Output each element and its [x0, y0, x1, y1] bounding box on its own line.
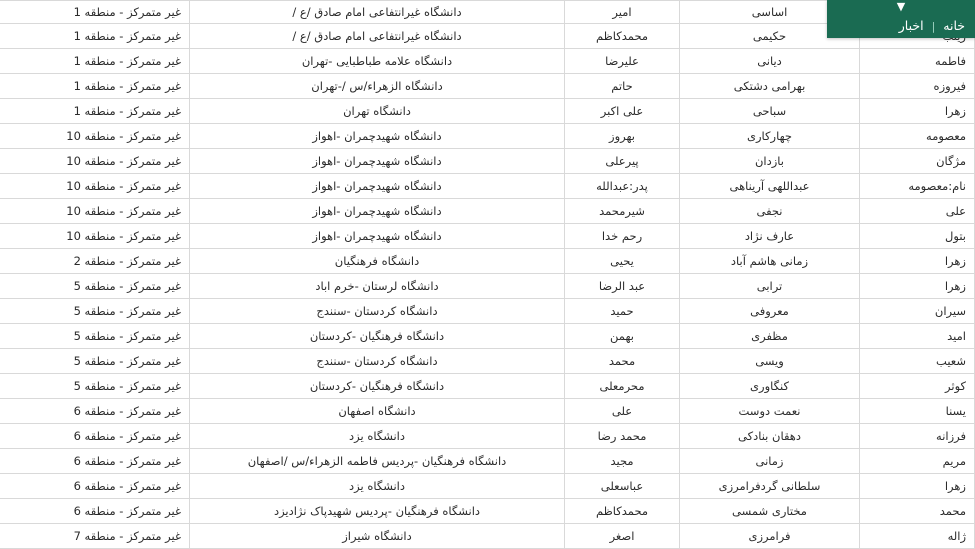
cell-name: محمد	[860, 499, 975, 524]
table-row[interactable]	[0, 524, 975, 549]
table-row[interactable]	[0, 49, 975, 74]
menu-row	[827, 14, 975, 38]
cell-family: کنگاوری	[680, 374, 860, 399]
table-row[interactable]	[0, 99, 975, 124]
cell-family: دهقان بنادکی	[680, 424, 860, 449]
cell-name: فیروزه	[860, 74, 975, 99]
cell-family: سباحی	[680, 99, 860, 124]
cell-univ: دانشگاه شیراز	[190, 524, 565, 549]
cell-family: مختاری شمسی	[680, 499, 860, 524]
cell-father: عبد الرضا	[565, 274, 680, 299]
table-row[interactable]	[0, 499, 975, 524]
cell-center: غیر متمرکز - منطقه 1	[0, 49, 190, 74]
cell-family: دیانی	[680, 49, 860, 74]
cell-father: پیرعلی	[565, 149, 680, 174]
cell-name: زهرا	[860, 249, 975, 274]
cell-father: محرمعلی	[565, 374, 680, 399]
cell-univ: دانشگاه فرهنگیان	[190, 249, 565, 274]
cell-name: فاطمه	[860, 49, 975, 74]
cell-center: غیر متمرکز - منطقه 10	[0, 224, 190, 249]
cell-father: شیرمحمد	[565, 199, 680, 224]
cell-center: غیر متمرکز - منطقه 6	[0, 449, 190, 474]
cell-name: زهرا	[860, 474, 975, 499]
cell-father: علی	[565, 399, 680, 424]
cell-father: یحیی	[565, 249, 680, 274]
cell-center: غیر متمرکز - منطقه 5	[0, 324, 190, 349]
cell-center: غیر متمرکز - منطقه 1	[0, 99, 190, 124]
cell-name: شعیب	[860, 349, 975, 374]
cell-name: امید	[860, 324, 975, 349]
cell-univ: دانشگاه فرهنگیان -پردیس شهیدپاک نژادیزد	[190, 499, 565, 524]
cell-family: عبداللهی آریناهی	[680, 174, 860, 199]
cell-name: فرزانه	[860, 424, 975, 449]
cell-family: بازدان	[680, 149, 860, 174]
cell-father: علیرضا	[565, 49, 680, 74]
cell-name: نام:معصومه	[860, 174, 975, 199]
cell-center: غیر متمرکز - منطقه 5	[0, 349, 190, 374]
cell-father: حمید	[565, 299, 680, 324]
cell-father: بهمن	[565, 324, 680, 349]
cell-name: علی	[860, 199, 975, 224]
table-row[interactable]	[0, 374, 975, 399]
table-row[interactable]	[0, 249, 975, 274]
cell-univ: دانشگاه الزهراء/س /-تهران	[190, 74, 565, 99]
cell-father: محمدکاظم	[565, 499, 680, 524]
top-navigation-menu[interactable]	[827, 0, 975, 38]
cell-center: غیر متمرکز - منطقه 10	[0, 124, 190, 149]
cell-center: غیر متمرکز - منطقه 5	[0, 299, 190, 324]
cell-father: پدر:عبدالله	[565, 174, 680, 199]
cell-family: سلطانی گردفرامرزی	[680, 474, 860, 499]
cell-father: عباسعلی	[565, 474, 680, 499]
cell-father: محمد	[565, 349, 680, 374]
cell-univ: دانشگاه شهیدچمران -اهواز	[190, 149, 565, 174]
table-row[interactable]	[0, 449, 975, 474]
cell-univ: دانشگاه فرهنگیان -کردستان	[190, 374, 565, 399]
cell-center: غیر متمرکز - منطقه 10	[0, 149, 190, 174]
cell-father: مجید	[565, 449, 680, 474]
cell-family: بهرامی دشتکی	[680, 74, 860, 99]
cell-center: غیر متمرکز - منطقه 10	[0, 199, 190, 224]
cell-center: غیر متمرکز - منطقه 1	[0, 24, 190, 49]
cell-family: معروفی	[680, 299, 860, 324]
cell-name: ژاله	[860, 524, 975, 549]
table-row[interactable]	[0, 474, 975, 499]
table-row[interactable]	[0, 349, 975, 374]
cell-name: زهرا	[860, 99, 975, 124]
cell-family: زمانی	[680, 449, 860, 474]
cell-father: امیر	[565, 1, 680, 24]
menu-item-home[interactable]: خانه	[943, 18, 965, 33]
cell-name: کوثر	[860, 374, 975, 399]
cell-center: غیر متمرکز - منطقه 2	[0, 249, 190, 274]
cell-father: حاتم	[565, 74, 680, 99]
cell-name: بتول	[860, 224, 975, 249]
cell-univ: دانشگاه شهیدچمران -اهواز	[190, 199, 565, 224]
table-row[interactable]	[0, 399, 975, 424]
cell-univ: دانشگاه کردستان -سنندج	[190, 349, 565, 374]
cell-univ: دانشگاه غیرانتفاعی امام صادق /ع /	[190, 1, 565, 24]
cell-name: یسنا	[860, 399, 975, 424]
cell-center: غیر متمرکز - منطقه 5	[0, 274, 190, 299]
cell-family: زمانی هاشم آباد	[680, 249, 860, 274]
table-row[interactable]	[0, 199, 975, 224]
cell-father: علی اکبر	[565, 99, 680, 124]
menu-item-news[interactable]: اخبار	[898, 18, 924, 33]
cell-family: ترابی	[680, 274, 860, 299]
table-row[interactable]	[0, 74, 975, 99]
menu-separator: |	[931, 19, 936, 33]
table-row[interactable]	[0, 149, 975, 174]
cell-univ: دانشگاه فرهنگیان -کردستان	[190, 324, 565, 349]
results-table-body	[0, 1, 975, 549]
cell-family: عارف نژاد	[680, 224, 860, 249]
table-row[interactable]	[0, 299, 975, 324]
cell-center: غیر متمرکز - منطقه 6	[0, 499, 190, 524]
cell-name: زهرا	[860, 274, 975, 299]
cell-father: اصغر	[565, 524, 680, 549]
table-row[interactable]	[0, 324, 975, 349]
cell-univ: دانشگاه کردستان -سنندج	[190, 299, 565, 324]
cell-univ: دانشگاه فرهنگیان -پردیس فاطمه الزهراء/س /اصفهان	[190, 449, 565, 474]
cell-univ: دانشگاه اصفهان	[190, 399, 565, 424]
table-row[interactable]	[0, 124, 975, 149]
cell-center: غیر متمرکز - منطقه 6	[0, 424, 190, 449]
cell-center: غیر متمرکز - منطقه 6	[0, 474, 190, 499]
table-row[interactable]	[0, 424, 975, 449]
table-row[interactable]	[0, 274, 975, 299]
cell-family: حکیمی	[680, 24, 860, 49]
cell-name: سیران	[860, 299, 975, 324]
cell-univ: دانشگاه علامه طباطبایی -تهران	[190, 49, 565, 74]
cell-father: بهروز	[565, 124, 680, 149]
cell-family: فرامرزی	[680, 524, 860, 549]
cell-family: نجفی	[680, 199, 860, 224]
cell-family: ویسی	[680, 349, 860, 374]
chevron-down-icon[interactable]: ▼	[896, 0, 906, 13]
cell-father: رحم خدا	[565, 224, 680, 249]
cell-center: غیر متمرکز - منطقه 5	[0, 374, 190, 399]
cell-family: اساسی	[680, 1, 860, 24]
cell-father: محمدکاظم	[565, 24, 680, 49]
cell-center: غیر متمرکز - منطقه 1	[0, 74, 190, 99]
cell-center: غیر متمرکز - منطقه 1	[0, 1, 190, 24]
cell-center: غیر متمرکز - منطقه 10	[0, 174, 190, 199]
cell-univ: دانشگاه شهیدچمران -اهواز	[190, 124, 565, 149]
cell-name: معصومه	[860, 124, 975, 149]
table-row[interactable]	[0, 174, 975, 199]
table-row[interactable]	[0, 224, 975, 249]
cell-family: نعمت دوست	[680, 399, 860, 424]
cell-univ: دانشگاه غیرانتفاعی امام صادق /ع /	[190, 24, 565, 49]
cell-univ: دانشگاه یزد	[190, 474, 565, 499]
cell-family: چهارکاری	[680, 124, 860, 149]
cell-univ: دانشگاه شهیدچمران -اهواز	[190, 224, 565, 249]
cell-name: مریم	[860, 449, 975, 474]
cell-father: محمد رضا	[565, 424, 680, 449]
cell-univ: دانشگاه لرستان -خرم اباد	[190, 274, 565, 299]
cell-univ: دانشگاه شهیدچمران -اهواز	[190, 174, 565, 199]
cell-univ: دانشگاه تهران	[190, 99, 565, 124]
cell-center: غیر متمرکز - منطقه 6	[0, 399, 190, 424]
cell-family: مظفری	[680, 324, 860, 349]
cell-center: غیر متمرکز - منطقه 7	[0, 524, 190, 549]
cell-univ: دانشگاه یزد	[190, 424, 565, 449]
cell-name: مژگان	[860, 149, 975, 174]
